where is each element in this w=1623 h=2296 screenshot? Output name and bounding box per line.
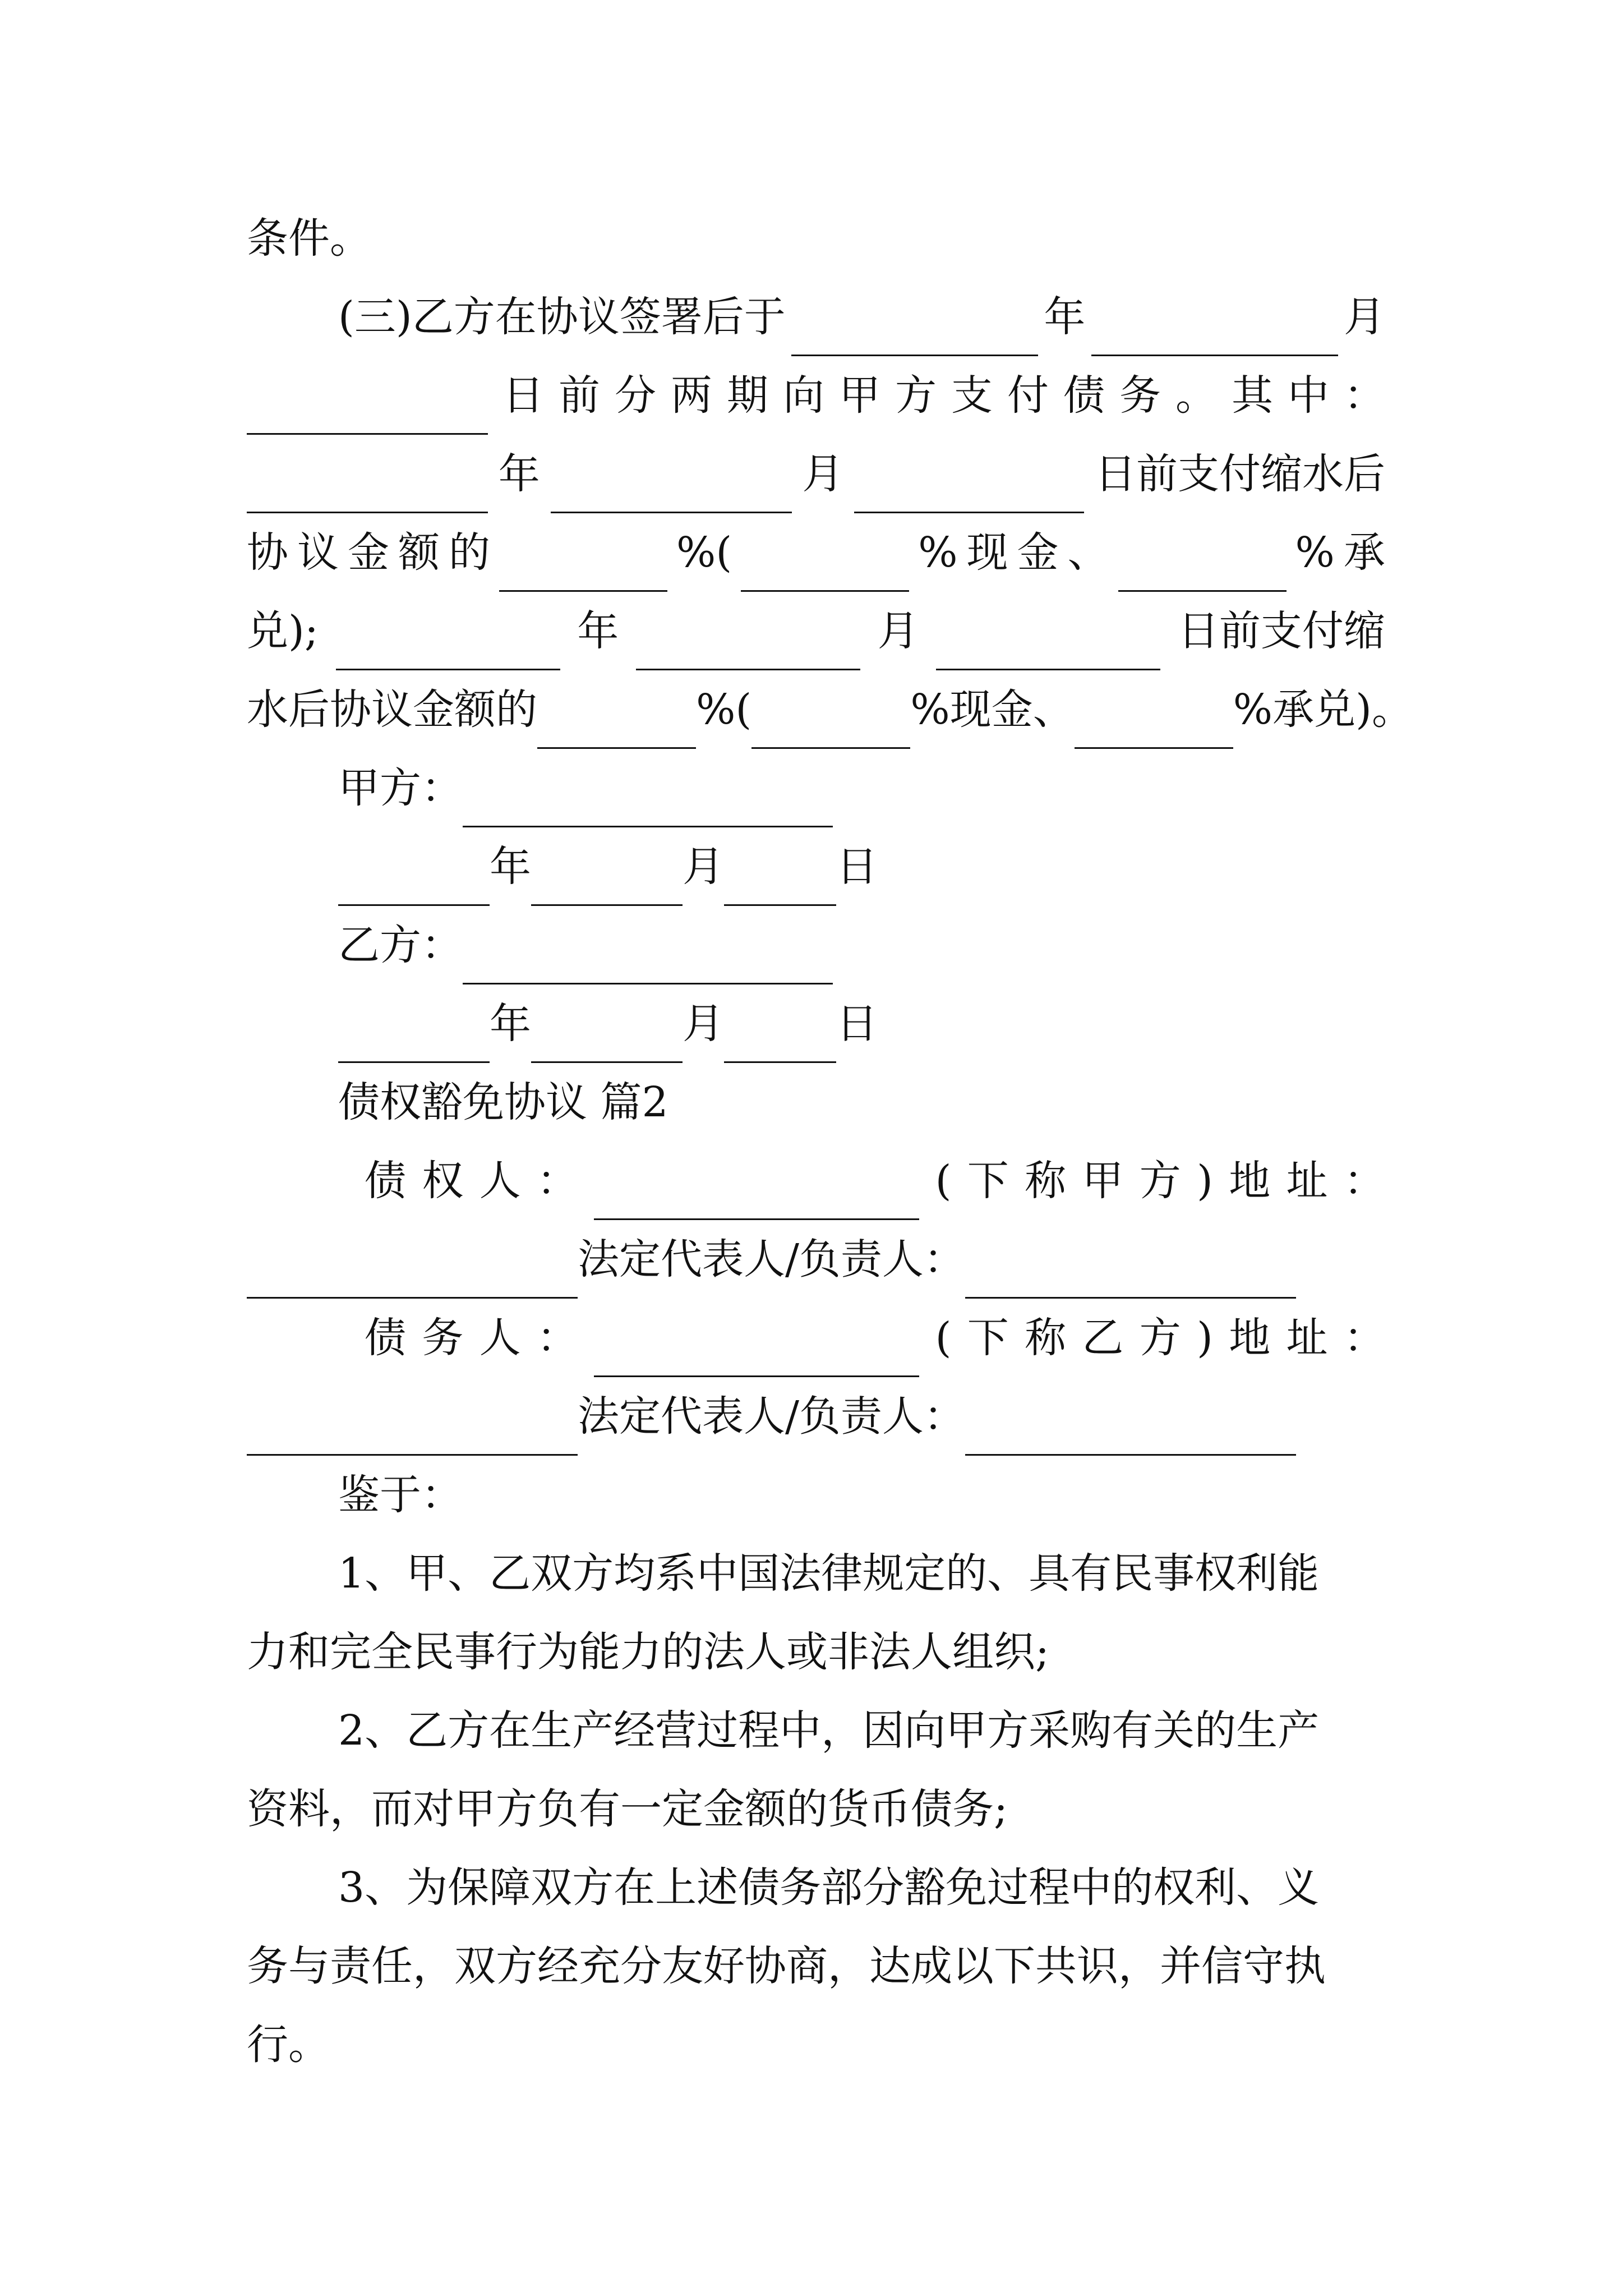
text: 鉴于： <box>338 1471 463 1519</box>
text-line <box>247 592 1385 670</box>
clause-1-line-2 <box>247 1613 1385 1691</box>
char: 地 <box>1229 1314 1271 1362</box>
text: 力和完全民事行为能力的法人或非法人组织; <box>247 1628 1049 1676</box>
char: ( <box>935 1157 952 1205</box>
blank-field <box>741 534 909 592</box>
char: 债 <box>365 1314 406 1362</box>
text: 日 <box>836 1000 878 1048</box>
date-line <box>338 827 1011 906</box>
debtor-line <box>365 1299 1385 1377</box>
char: 下 <box>967 1314 1009 1362</box>
char: 支 <box>951 371 993 420</box>
char: 甲 <box>1082 1157 1124 1205</box>
char: 甲 <box>839 371 880 420</box>
char: 两 <box>671 371 712 420</box>
char: 址 <box>1286 1314 1328 1362</box>
creditor-representative-line <box>247 1220 1385 1299</box>
char: 分 <box>615 371 656 420</box>
char: ： <box>1344 371 1385 420</box>
char: 其 <box>1232 371 1273 420</box>
text: (三)乙方在协议签署后于 <box>338 293 786 341</box>
text: 务与责任，双方经充分友好协商，达成以下共识，并信守执 <box>247 1942 1326 1990</box>
text-line <box>338 278 1385 356</box>
text: 月 <box>877 607 919 655</box>
char: 方 <box>1139 1314 1181 1362</box>
char: 权 <box>422 1157 464 1205</box>
char: %( <box>676 528 732 577</box>
char: 务 <box>422 1314 464 1362</box>
clause-2-line-1 <box>338 1691 1385 1770</box>
text: 水后协议金额的 <box>247 685 537 734</box>
char: 承 <box>1343 528 1385 577</box>
blank-field <box>247 1398 578 1456</box>
text: 条件。 <box>247 214 371 263</box>
blank-field <box>936 613 1160 670</box>
blank-field <box>594 1319 919 1377</box>
date-line <box>338 984 1011 1063</box>
char: 乙 <box>1082 1314 1124 1362</box>
char: 现 <box>966 528 1008 577</box>
char: 向 <box>783 371 824 420</box>
party-a-signature <box>338 749 1011 827</box>
char: ： <box>1343 1314 1385 1362</box>
creditor-line <box>365 1142 1385 1220</box>
char: 、 <box>1067 528 1109 577</box>
text: 年 <box>498 450 540 498</box>
blank-field <box>1075 691 1233 749</box>
char: 金 <box>348 528 389 577</box>
text-line <box>247 670 1413 749</box>
char: 中 <box>1288 371 1329 420</box>
blank-field <box>537 691 696 749</box>
text: 2、乙方在生产经营过程中，因向甲方采购有关的生产 <box>338 1706 1320 1755</box>
char: 址 <box>1286 1157 1328 1205</box>
blank-field <box>594 1162 919 1220</box>
clause-3-line-1 <box>338 1848 1385 1927</box>
char: 债 <box>365 1157 406 1205</box>
text: %承兑)。 <box>1233 685 1413 734</box>
text: 年 <box>577 607 619 655</box>
blank-field <box>247 455 488 513</box>
text: 行。 <box>247 2021 330 2069</box>
section-title-text: 债权豁免协议 篇2 <box>338 1078 668 1126</box>
blank-field <box>1118 534 1287 592</box>
char: 的 <box>449 528 490 577</box>
blank-field <box>551 455 792 513</box>
text-line <box>247 356 1385 435</box>
char: 方 <box>895 371 937 420</box>
char: 日 <box>502 371 544 420</box>
text: 1、甲、乙双方均系中国法律规定的、具有民事权利能 <box>338 1549 1320 1598</box>
char: 付 <box>1007 371 1049 420</box>
whereas-heading <box>338 1456 1011 1534</box>
blank-field <box>531 848 683 906</box>
char: 务 <box>1119 371 1161 420</box>
blank-field <box>338 1005 490 1063</box>
blank-field <box>1091 298 1338 356</box>
text: 年 <box>490 1000 531 1048</box>
blank-field <box>791 298 1038 356</box>
blank-field <box>751 691 910 749</box>
text: %( <box>696 685 752 734</box>
char: ： <box>536 1314 578 1362</box>
char: ： <box>536 1157 578 1205</box>
char: 人 <box>479 1314 521 1362</box>
party-a-label: 甲方： <box>338 764 463 812</box>
text: 年 <box>490 843 531 891</box>
char: ： <box>1343 1157 1385 1205</box>
text: 年 <box>1044 293 1086 341</box>
text: 日前支付缩 <box>1177 607 1385 655</box>
text-line <box>247 435 1385 513</box>
blank-field <box>499 534 667 592</box>
clause-1-line-1 <box>338 1534 1385 1613</box>
blank-field <box>338 848 490 906</box>
section-title <box>338 1063 1123 1142</box>
text: 月 <box>1344 293 1385 341</box>
char: 金 <box>1017 528 1059 577</box>
char: % <box>918 528 958 577</box>
blank-field <box>965 1241 1296 1299</box>
party-b-label: 乙方： <box>338 921 463 969</box>
text-line <box>247 513 1385 592</box>
party-b-signature <box>338 906 1011 984</box>
blank-field <box>965 1398 1296 1456</box>
blank-field <box>247 1241 578 1299</box>
debtor-representative-line <box>247 1377 1385 1456</box>
text: 月 <box>802 450 844 498</box>
text: %现金、 <box>910 685 1075 734</box>
char: 称 <box>1025 1157 1067 1205</box>
text: 日 <box>836 843 878 891</box>
blank-field <box>724 848 836 906</box>
signature-field <box>463 770 833 827</box>
rep-label: 法定代表人/负责人： <box>578 1392 965 1441</box>
blank-field <box>854 455 1084 513</box>
text: 3、为保障双方在上述债务部分豁免过程中的权利、义 <box>338 1864 1320 1912</box>
char: ) <box>1197 1314 1213 1362</box>
text: 月 <box>683 1000 724 1048</box>
text-line <box>247 199 1385 278</box>
char: 地 <box>1229 1157 1271 1205</box>
char: 协 <box>247 528 288 577</box>
char: 方 <box>1139 1157 1181 1205</box>
blank-field <box>636 613 860 670</box>
char: 前 <box>559 371 600 420</box>
clause-3-line-2 <box>247 1927 1385 2005</box>
char: % <box>1295 528 1335 577</box>
rep-label: 法定代表人/负责人： <box>578 1235 965 1283</box>
text: 兑); <box>247 607 319 655</box>
text: 月 <box>683 843 724 891</box>
char: 称 <box>1025 1314 1067 1362</box>
char: 议 <box>297 528 339 577</box>
text: 资料，而对甲方负有一定金额的货币债务; <box>247 1785 1008 1833</box>
text: 日前支付缩水后 <box>1094 450 1385 498</box>
char: 期 <box>727 371 768 420</box>
char: 债 <box>1063 371 1105 420</box>
char: 人 <box>479 1157 521 1205</box>
clause-3-line-3 <box>247 2005 1385 2084</box>
blank-field <box>531 1005 683 1063</box>
blank-field <box>724 1005 836 1063</box>
blank-field <box>247 377 488 435</box>
char: ) <box>1197 1157 1213 1205</box>
char: 额 <box>398 528 440 577</box>
char: 。 <box>1175 371 1217 420</box>
clause-2-line-2 <box>247 1770 1385 1848</box>
char: ( <box>935 1314 952 1362</box>
blank-field <box>336 613 560 670</box>
signature-field <box>463 927 833 984</box>
char: 下 <box>967 1157 1009 1205</box>
